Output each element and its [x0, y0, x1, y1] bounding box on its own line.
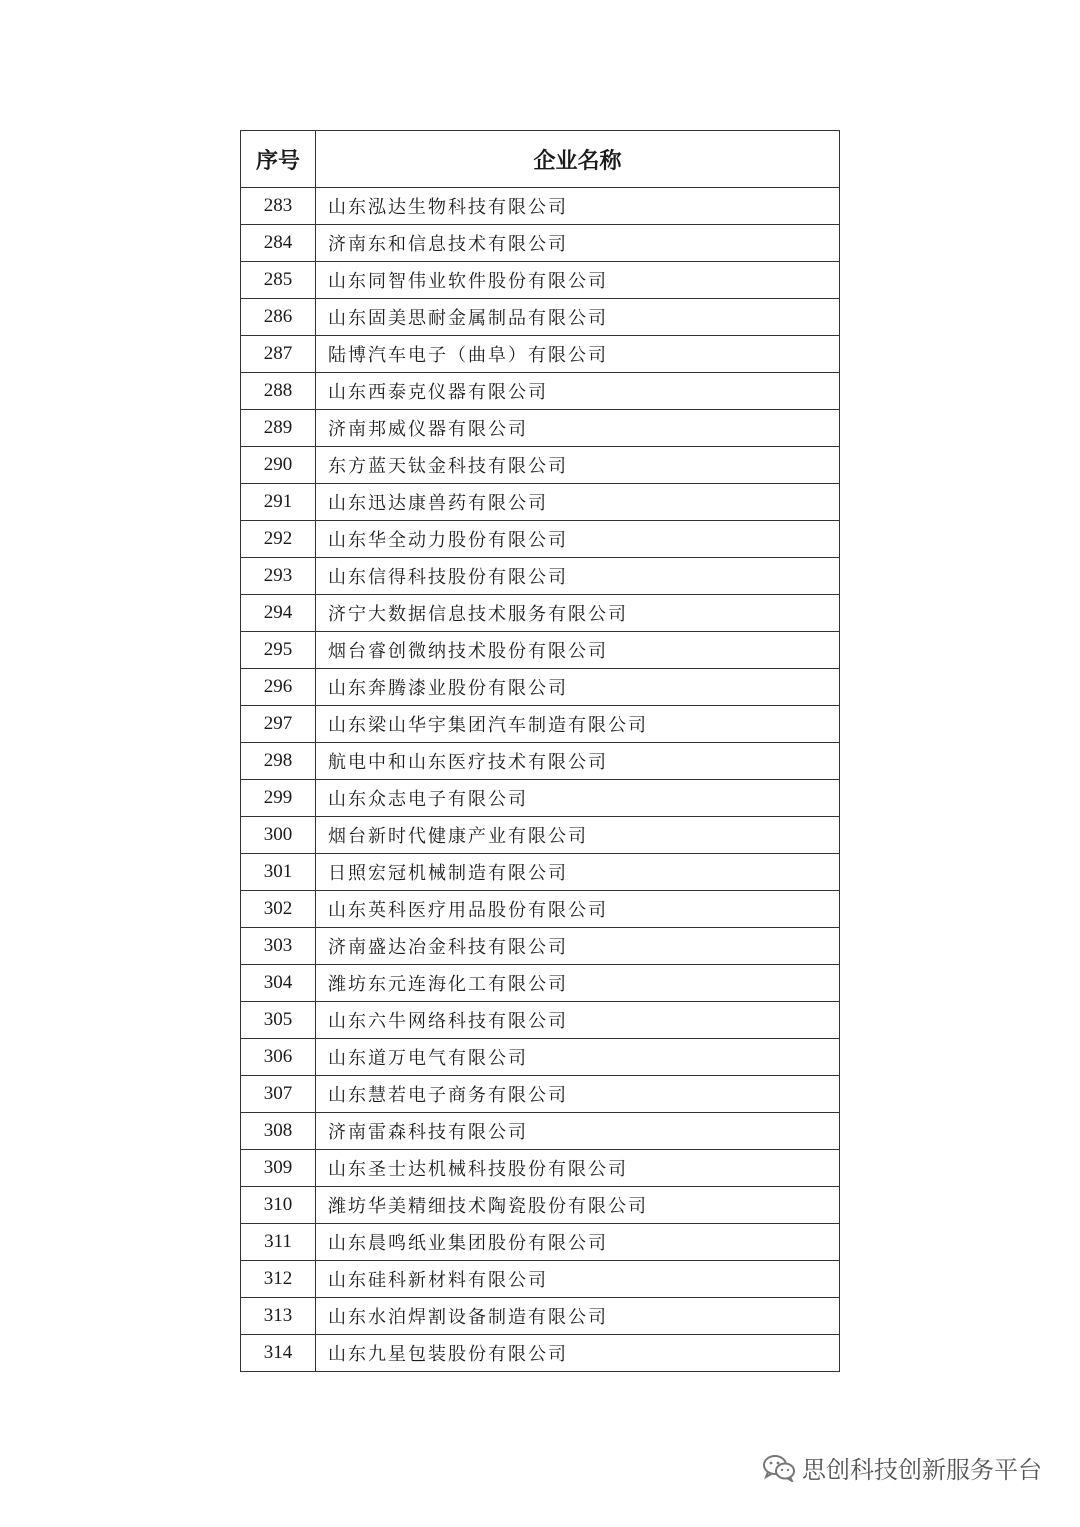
serial-number-cell: 289 — [241, 410, 316, 447]
enterprise-name-cell: 济南邦威仪器有限公司 — [316, 410, 840, 447]
table-row — [241, 1335, 840, 1372]
watermark-text: 思创科技创新服务平台 — [802, 1456, 1042, 1484]
table-header-row — [241, 131, 840, 188]
enterprise-name-cell: 济南盛达冶金科技有限公司 — [316, 928, 840, 965]
serial-number-cell: 307 — [241, 1076, 316, 1113]
table-row — [241, 632, 840, 669]
table-row — [241, 854, 840, 891]
enterprise-name-cell: 山东圣士达机械科技股份有限公司 — [316, 1150, 840, 1187]
serial-number-cell: 294 — [241, 595, 316, 632]
serial-number-cell: 296 — [241, 669, 316, 706]
serial-number-cell: 293 — [241, 558, 316, 595]
table-row — [241, 706, 840, 743]
wechat-icon — [762, 1454, 796, 1482]
table-row — [241, 558, 840, 595]
serial-number-cell: 285 — [241, 262, 316, 299]
table-row — [241, 1261, 840, 1298]
table-row — [241, 521, 840, 558]
serial-number-cell: 292 — [241, 521, 316, 558]
serial-number-cell: 305 — [241, 1002, 316, 1039]
serial-number-cell: 291 — [241, 484, 316, 521]
serial-number-cell: 311 — [241, 1224, 316, 1261]
serial-number-cell: 309 — [241, 1150, 316, 1187]
serial-number-cell: 304 — [241, 965, 316, 1002]
table-row — [241, 669, 840, 706]
table-row — [241, 262, 840, 299]
enterprise-name-cell: 山东道万电气有限公司 — [316, 1039, 840, 1076]
table-row — [241, 1113, 840, 1150]
table-row — [241, 410, 840, 447]
enterprise-name-cell: 济宁大数据信息技术服务有限公司 — [316, 595, 840, 632]
enterprise-name-cell: 陆博汽车电子（曲阜）有限公司 — [316, 336, 840, 373]
table-body — [241, 188, 840, 1372]
serial-number-cell: 310 — [241, 1187, 316, 1224]
enterprise-table — [240, 130, 840, 1372]
watermark — [762, 1450, 1042, 1485]
table-row — [241, 336, 840, 373]
serial-number-cell: 306 — [241, 1039, 316, 1076]
table-row — [241, 1076, 840, 1113]
enterprise-name-cell: 山东水泊焊割设备制造有限公司 — [316, 1298, 840, 1335]
enterprise-name-cell: 烟台睿创微纳技术股份有限公司 — [316, 632, 840, 669]
header-serial-number: 序号 — [241, 131, 316, 188]
table-row — [241, 1187, 840, 1224]
serial-number-cell: 301 — [241, 854, 316, 891]
serial-number-cell: 308 — [241, 1113, 316, 1150]
enterprise-name-cell: 潍坊东元连海化工有限公司 — [316, 965, 840, 1002]
enterprise-name-cell: 山东同智伟业软件股份有限公司 — [316, 262, 840, 299]
enterprise-name-cell: 山东信得科技股份有限公司 — [316, 558, 840, 595]
enterprise-name-cell: 山东华全动力股份有限公司 — [316, 521, 840, 558]
table-row — [241, 817, 840, 854]
enterprise-name-cell: 山东梁山华宇集团汽车制造有限公司 — [316, 706, 840, 743]
serial-number-cell: 283 — [241, 188, 316, 225]
enterprise-name-cell: 山东六牛网络科技有限公司 — [316, 1002, 840, 1039]
enterprise-name-cell: 烟台新时代健康产业有限公司 — [316, 817, 840, 854]
serial-number-cell: 314 — [241, 1335, 316, 1372]
enterprise-name-cell: 日照宏冠机械制造有限公司 — [316, 854, 840, 891]
table-row — [241, 928, 840, 965]
table-row — [241, 743, 840, 780]
table-row — [241, 891, 840, 928]
table-row — [241, 447, 840, 484]
table-row — [241, 225, 840, 262]
enterprise-name-cell: 山东硅科新材料有限公司 — [316, 1261, 840, 1298]
serial-number-cell: 298 — [241, 743, 316, 780]
table-row — [241, 299, 840, 336]
serial-number-cell: 286 — [241, 299, 316, 336]
enterprise-name-cell: 山东慧若电子商务有限公司 — [316, 1076, 840, 1113]
table-row — [241, 1150, 840, 1187]
table-row — [241, 1002, 840, 1039]
enterprise-name-cell: 山东西泰克仪器有限公司 — [316, 373, 840, 410]
enterprise-name-cell: 济南东和信息技术有限公司 — [316, 225, 840, 262]
enterprise-name-cell: 山东晨鸣纸业集团股份有限公司 — [316, 1224, 840, 1261]
table-row — [241, 1039, 840, 1076]
enterprise-name-cell: 山东奔腾漆业股份有限公司 — [316, 669, 840, 706]
enterprise-name-cell: 东方蓝天钛金科技有限公司 — [316, 447, 840, 484]
table-row — [241, 1224, 840, 1261]
serial-number-cell: 290 — [241, 447, 316, 484]
table-row — [241, 373, 840, 410]
table-row — [241, 1298, 840, 1335]
enterprise-table-container — [240, 130, 840, 1372]
serial-number-cell: 287 — [241, 336, 316, 373]
table-row — [241, 188, 840, 225]
enterprise-name-cell: 山东英科医疗用品股份有限公司 — [316, 891, 840, 928]
enterprise-name-cell: 济南雷森科技有限公司 — [316, 1113, 840, 1150]
table-row — [241, 595, 840, 632]
enterprise-name-cell: 山东固美思耐金属制品有限公司 — [316, 299, 840, 336]
serial-number-cell: 312 — [241, 1261, 316, 1298]
table-row — [241, 965, 840, 1002]
table-row — [241, 484, 840, 521]
enterprise-name-cell: 山东九星包装股份有限公司 — [316, 1335, 840, 1372]
enterprise-name-cell: 潍坊华美精细技术陶瓷股份有限公司 — [316, 1187, 840, 1224]
enterprise-name-cell: 山东泓达生物科技有限公司 — [316, 188, 840, 225]
serial-number-cell: 303 — [241, 928, 316, 965]
enterprise-name-cell: 山东众志电子有限公司 — [316, 780, 840, 817]
serial-number-cell: 297 — [241, 706, 316, 743]
serial-number-cell: 313 — [241, 1298, 316, 1335]
serial-number-cell: 302 — [241, 891, 316, 928]
enterprise-name-cell: 山东迅达康兽药有限公司 — [316, 484, 840, 521]
serial-number-cell: 300 — [241, 817, 316, 854]
serial-number-cell: 295 — [241, 632, 316, 669]
enterprise-name-cell: 航电中和山东医疗技术有限公司 — [316, 743, 840, 780]
header-enterprise-name: 企业名称 — [316, 131, 840, 188]
serial-number-cell: 284 — [241, 225, 316, 262]
table-row — [241, 780, 840, 817]
serial-number-cell: 288 — [241, 373, 316, 410]
serial-number-cell: 299 — [241, 780, 316, 817]
